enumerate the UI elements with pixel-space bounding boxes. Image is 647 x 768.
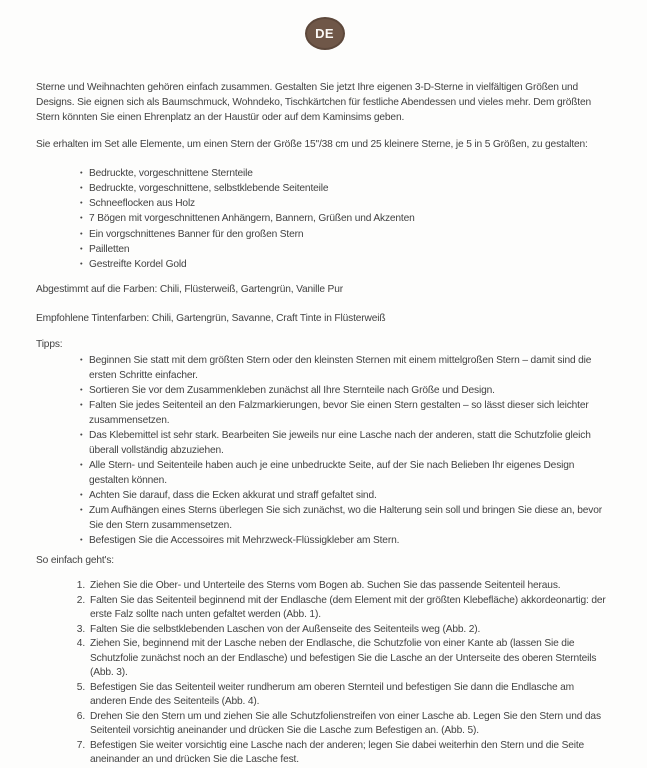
tip-item-text: Sortieren Sie vor dem Zusammenkleben zunächst all Ihre Sternteile nach Größe und Design.	[89, 384, 495, 396]
set-contents-item-text: Pailletten	[89, 243, 130, 255]
step-item	[70, 710, 613, 739]
step-number: 2.	[76, 594, 85, 606]
set-contents-list	[36, 166, 613, 272]
tip-item-text: Falten Sie jedes Seitenteil an den Falzmarkierungen, bevor Sie einen Stern gestalten – so lässt dieser sich leichter zusammensetzen.	[89, 399, 589, 426]
tip-item	[80, 533, 613, 548]
set-contents-item-text: 7 Bögen mit vorgeschnittenen Anhängern, Bannern, Grüßen und Akzenten	[89, 213, 415, 225]
tip-item-text: Befestigen Sie die Accessoires mit Mehrzweck-Flüssigkleber am Stern.	[89, 534, 400, 546]
bullet-icon	[80, 227, 89, 242]
tip-item-text: Beginnen Sie statt mit dem größten Stern oder den kleinsten Sternen mit einem mittelgroßen Stern – damit sind die ersten Schritte einfacher.	[89, 354, 592, 381]
tips-heading: Tipps:	[36, 338, 63, 350]
set-contents-item	[80, 242, 613, 257]
set-contents-item	[80, 227, 613, 242]
step-text: Falten Sie das Seitenteil beginnend mit der Endlasche (dem Element mit der größten Klebefläche) akkordeonartig: der erste Falz sollte nach unten gefaltet werden (Abb. 1).	[90, 594, 606, 621]
set-contents-item	[80, 166, 613, 181]
bullet-icon	[80, 211, 89, 226]
bullet-icon	[80, 181, 89, 196]
tip-item	[80, 458, 613, 488]
bullet-icon	[80, 398, 89, 413]
set-contents-lead: Sie erhalten im Set alle Elemente, um einen Stern der Größe 15"/38 cm und 25 kleinere Sterne, je 5 in 5 Größen, zu gestalten:	[36, 138, 588, 150]
step-number: 3.	[76, 623, 85, 635]
bullet-icon	[80, 166, 89, 181]
bullet-icon	[80, 242, 89, 257]
tip-item	[80, 383, 613, 398]
language-badge-label: DE	[315, 25, 334, 41]
step-item	[70, 681, 613, 710]
set-contents-item-text: Ein vorgschnittenes Banner für den großen Stern	[89, 228, 304, 240]
step-number: 1.	[76, 580, 85, 592]
intro-paragraph: Sterne und Weihnachten gehören einfach zusammen. Gestalten Sie jetzt Ihre eigenen 3-D-Sterne in vielfältigen Größen und Designs. Sie eignen sich als Baumschmuck, Wohndeko, Tischkärtchen für festliche Abendessen und vieles mehr. Dem größten Stern könnten Sie einen Ehrenplatz an der Haustür oder auf dem Kaminsims geben.	[36, 82, 592, 124]
set-contents-item	[80, 211, 613, 226]
step-number: 4.	[76, 638, 85, 650]
tips-list	[36, 353, 613, 548]
set-contents-item	[80, 196, 613, 211]
step-item	[70, 594, 613, 623]
steps-heading: So einfach geht's:	[36, 554, 114, 566]
bullet-icon	[80, 353, 89, 368]
tip-item-text: Alle Stern- und Seitenteile haben auch je eine unbedruckte Seite, auf der Sie nach Belieben Ihr eigenes Design gestalten können.	[89, 459, 575, 486]
step-item	[70, 623, 613, 638]
step-text: Befestigen Sie weiter vorsichtig eine Lasche nach der anderen; legen Sie dabei weiterhin den Stern und die Seite aneinander an und drücken Sie die Lasche fest.	[90, 739, 585, 766]
bullet-icon	[80, 257, 89, 272]
steps-list	[36, 579, 613, 768]
bullet-icon	[80, 383, 89, 398]
bullet-icon	[80, 533, 89, 548]
step-text: Ziehen Sie, beginnend mit der Lasche neben der Endlasche, die Schutzfolie von einer Kante ab (lassen Sie die Schutzfolie zunächst noch an der Endlasche) und befestigen Sie die Lasche an der Unterseite des oberen Sternteils (Abb. 3).	[90, 638, 597, 679]
tip-item	[80, 488, 613, 503]
tip-item-text: Das Klebemittel ist sehr stark. Bearbeiten Sie jeweils nur eine Lasche nach der anderen, statt die Schutzfolie gleich überall vollständig abzuziehen.	[89, 429, 591, 456]
tip-item	[80, 353, 613, 383]
set-contents-item	[80, 257, 613, 272]
colors-line: Abgestimmt auf die Farben: Chili, Flüsterweiß, Gartengrün, Vanille Pur	[36, 284, 343, 296]
tip-item	[80, 428, 613, 458]
tip-item	[80, 503, 613, 533]
step-number: 5.	[76, 681, 85, 693]
tip-item-text: Achten Sie darauf, dass die Ecken akkurat und straff gefaltet sind.	[89, 489, 377, 501]
step-text: Falten Sie die selbstklebenden Laschen von der Außenseite des Seitenteils weg (Abb. 2).	[90, 623, 481, 635]
bullet-icon	[80, 428, 89, 443]
tip-item-text: Zum Aufhängen eines Sterns überlegen Sie sich zunächst, wo die Halterung sein soll und bringen Sie diese an, bevor Sie den Stern zusammensetzen.	[89, 504, 602, 531]
language-badge	[305, 17, 345, 50]
step-item	[70, 637, 613, 681]
bullet-icon	[80, 503, 89, 518]
set-contents-item-text: Bedruckte, vorgeschnittene Sternteile	[89, 167, 253, 179]
step-text: Ziehen Sie die Ober- und Unterteile des Sterns vom Bogen ab. Suchen Sie das passende Seitenteil heraus.	[90, 580, 561, 592]
set-contents-item-text: Bedruckte, vorgeschnittene, selbstklebende Seitenteile	[89, 183, 329, 195]
tip-item	[80, 398, 613, 428]
step-item	[70, 739, 613, 768]
step-item	[70, 579, 613, 594]
set-contents-item	[80, 181, 613, 196]
set-contents-item-text: Schneeflocken aus Holz	[89, 198, 195, 210]
bullet-icon	[80, 488, 89, 503]
step-text: Drehen Sie den Stern um und ziehen Sie alle Schutzfolienstreifen von einer Lasche ab. Legen Sie den Stern und das Seitenteil vorsichtig aneinander und drücken Sie die Lasche zum Befestigen an. (Abb. 5).	[90, 710, 601, 737]
step-number: 6.	[76, 710, 85, 722]
step-number: 7.	[76, 739, 85, 751]
bullet-icon	[80, 458, 89, 473]
bullet-icon	[80, 196, 89, 211]
inks-line: Empfohlene Tintenfarben: Chili, Gartengrün, Savanne, Craft Tinte in Flüsterweiß	[36, 313, 386, 325]
set-contents-item-text: Gestreifte Kordel Gold	[89, 259, 187, 271]
step-text: Befestigen Sie das Seitenteil weiter rundherum am oberen Sternteil und befestigen Sie dann die Endlasche am anderen Ende des Seitenteils (Abb. 4).	[90, 681, 575, 708]
